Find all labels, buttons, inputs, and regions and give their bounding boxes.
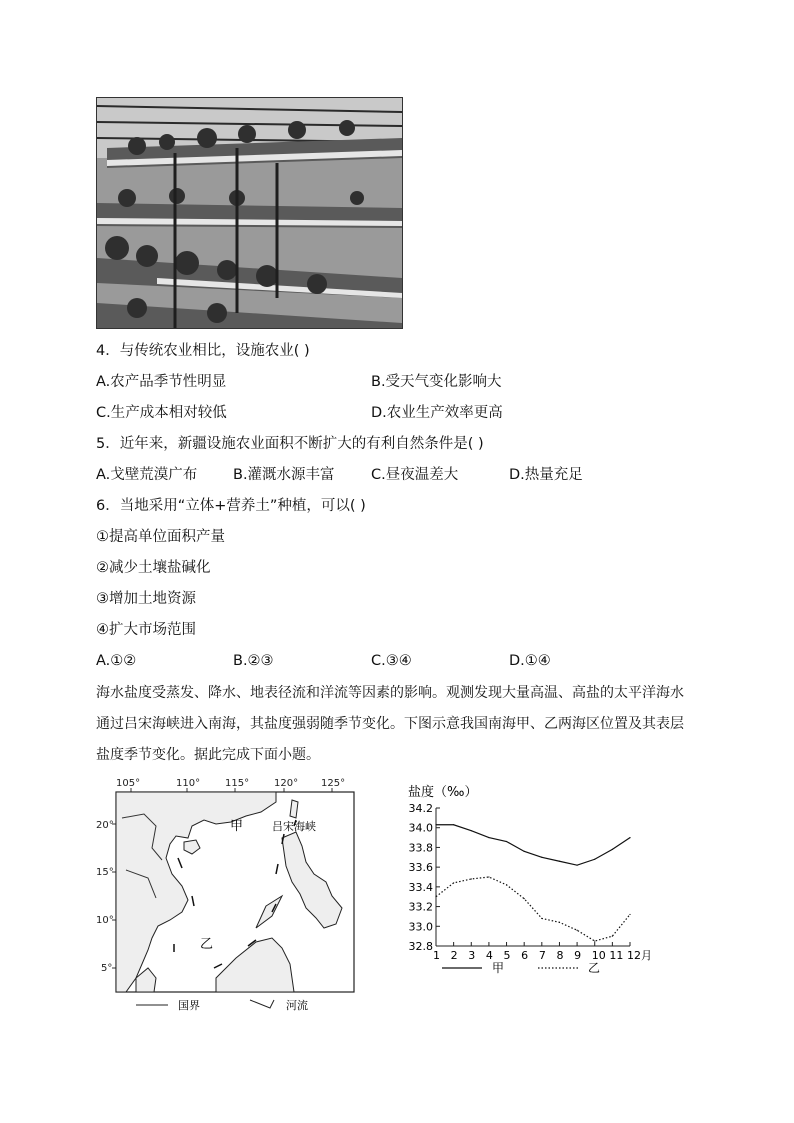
legend-label: 乙: [588, 961, 601, 975]
q5-option-c: C.昼夜温差大: [371, 467, 459, 483]
x-tick-label: 4: [485, 949, 493, 962]
q5-option-a: A.戈壁荒漠广布: [96, 467, 198, 483]
y-tick-label: 33.8: [408, 841, 433, 855]
x-tick-label: 7: [538, 949, 546, 962]
legend-border: 国界: [178, 999, 200, 1012]
data-point: [559, 922, 560, 923]
data-point: [524, 851, 525, 852]
data-point: [435, 824, 436, 825]
q5-option-d: D.热量充足: [509, 467, 583, 483]
q6-option-d: D.①④: [509, 653, 551, 669]
x-tick-label: 12月: [627, 949, 652, 962]
x-tick-label: 5: [503, 949, 511, 962]
q6-option-c: C.③④: [371, 653, 412, 669]
passage-text: 海水盐度受蒸发、降水、地表径流和洋流等因素的影响。观测发现大量高温、高盐的太平洋海水通过吕宋海峡进入南海，其盐度强弱随季节变化。下图示意我国南海甲、乙两海区位置及其表层盐度季节变化。据此完成下面小题。: [96, 685, 684, 763]
x-tick-label: 9: [574, 949, 582, 962]
lon-label: 125°: [321, 778, 346, 789]
q4-option-a: A.农产品季节性明显: [96, 374, 227, 390]
x-tick-label: 2: [450, 949, 458, 962]
q5-option-b: B.灌溉水源丰富: [233, 467, 335, 483]
lon-label: 110°: [176, 778, 201, 789]
q6-item-1: ①提高单位面积产量: [96, 529, 225, 545]
y-tick-label: 32.8: [408, 940, 433, 953]
data-point: [594, 859, 595, 860]
q4-option-d: D.农业生产效率更高: [371, 405, 503, 421]
q6-stem: 6．当地采用“立体+营养土”种植，可以( ): [96, 498, 366, 514]
lon-label: 105°: [116, 778, 141, 789]
data-point: [524, 898, 525, 899]
data-point: [541, 857, 542, 858]
data-point: [576, 865, 577, 866]
q6-option-b: B.②③: [233, 653, 274, 669]
series-line-2: [436, 877, 630, 941]
lat-label: 10°: [96, 915, 114, 926]
q4-option-c: C.生产成本相对较低: [96, 405, 227, 421]
data-point: [453, 882, 454, 883]
data-point: [541, 918, 542, 919]
y-tick-label: 34.0: [408, 821, 433, 835]
lon-label: 115°: [225, 778, 250, 789]
legend-label: 甲: [492, 961, 505, 975]
y-tick-label: 33.4: [408, 880, 433, 894]
data-point: [453, 824, 454, 825]
x-tick-label: 10: [591, 949, 606, 962]
x-tick-label: 8: [556, 949, 564, 962]
data-point: [559, 861, 560, 862]
x-tick-label: 1: [433, 949, 440, 962]
chart-ylabel: 盐度（‰）: [408, 785, 478, 800]
lat-label: 20°: [96, 820, 114, 831]
salinity-chart: [402, 782, 662, 982]
lat-label: 5°: [101, 963, 113, 974]
greenhouse-photo: [96, 97, 403, 329]
data-point: [612, 936, 613, 937]
q4-stem: 4．与传统农业相比，设施农业( ): [96, 343, 310, 359]
data-point: [471, 830, 472, 831]
data-point: [435, 896, 436, 897]
data-point: [488, 876, 489, 877]
lat-label: 15°: [96, 867, 114, 878]
map-label-strait: 吕宋海峡: [272, 820, 316, 833]
y-tick-label: 33.6: [408, 861, 433, 875]
data-point: [488, 837, 489, 838]
data-point: [576, 930, 577, 931]
data-point: [594, 940, 595, 941]
q5-stem: 5．近年来，新疆设施农业面积不断扩大的有利自然条件是( ): [96, 436, 484, 452]
south-china-sea-map: [96, 778, 366, 1018]
q4-option-b: B.受天气变化影响大: [371, 374, 502, 390]
data-point: [629, 837, 630, 838]
lon-label: 120°: [274, 778, 299, 789]
q6-option-a: A.①②: [96, 653, 137, 669]
data-point: [471, 878, 472, 879]
q6-item-4: ④扩大市场范围: [96, 622, 196, 638]
y-tick-label: 33.2: [408, 900, 433, 914]
map-label-jia: 甲: [230, 819, 244, 834]
x-tick-label: 11: [609, 949, 624, 962]
q6-item-3: ③增加土地资源: [96, 591, 196, 607]
data-point: [506, 841, 507, 842]
y-tick-label: 33.0: [408, 920, 433, 934]
x-tick-label: 6: [521, 949, 529, 962]
y-tick-label: 34.2: [408, 802, 433, 815]
legend-river: 河流: [286, 999, 308, 1012]
data-point: [612, 849, 613, 850]
data-point: [506, 884, 507, 885]
q6-item-2: ②减少土壤盐碱化: [96, 560, 211, 576]
map-label-yi: 乙: [200, 937, 214, 952]
series-line-1: [436, 825, 630, 865]
x-tick-label: 3: [468, 949, 476, 962]
data-point: [629, 914, 630, 915]
